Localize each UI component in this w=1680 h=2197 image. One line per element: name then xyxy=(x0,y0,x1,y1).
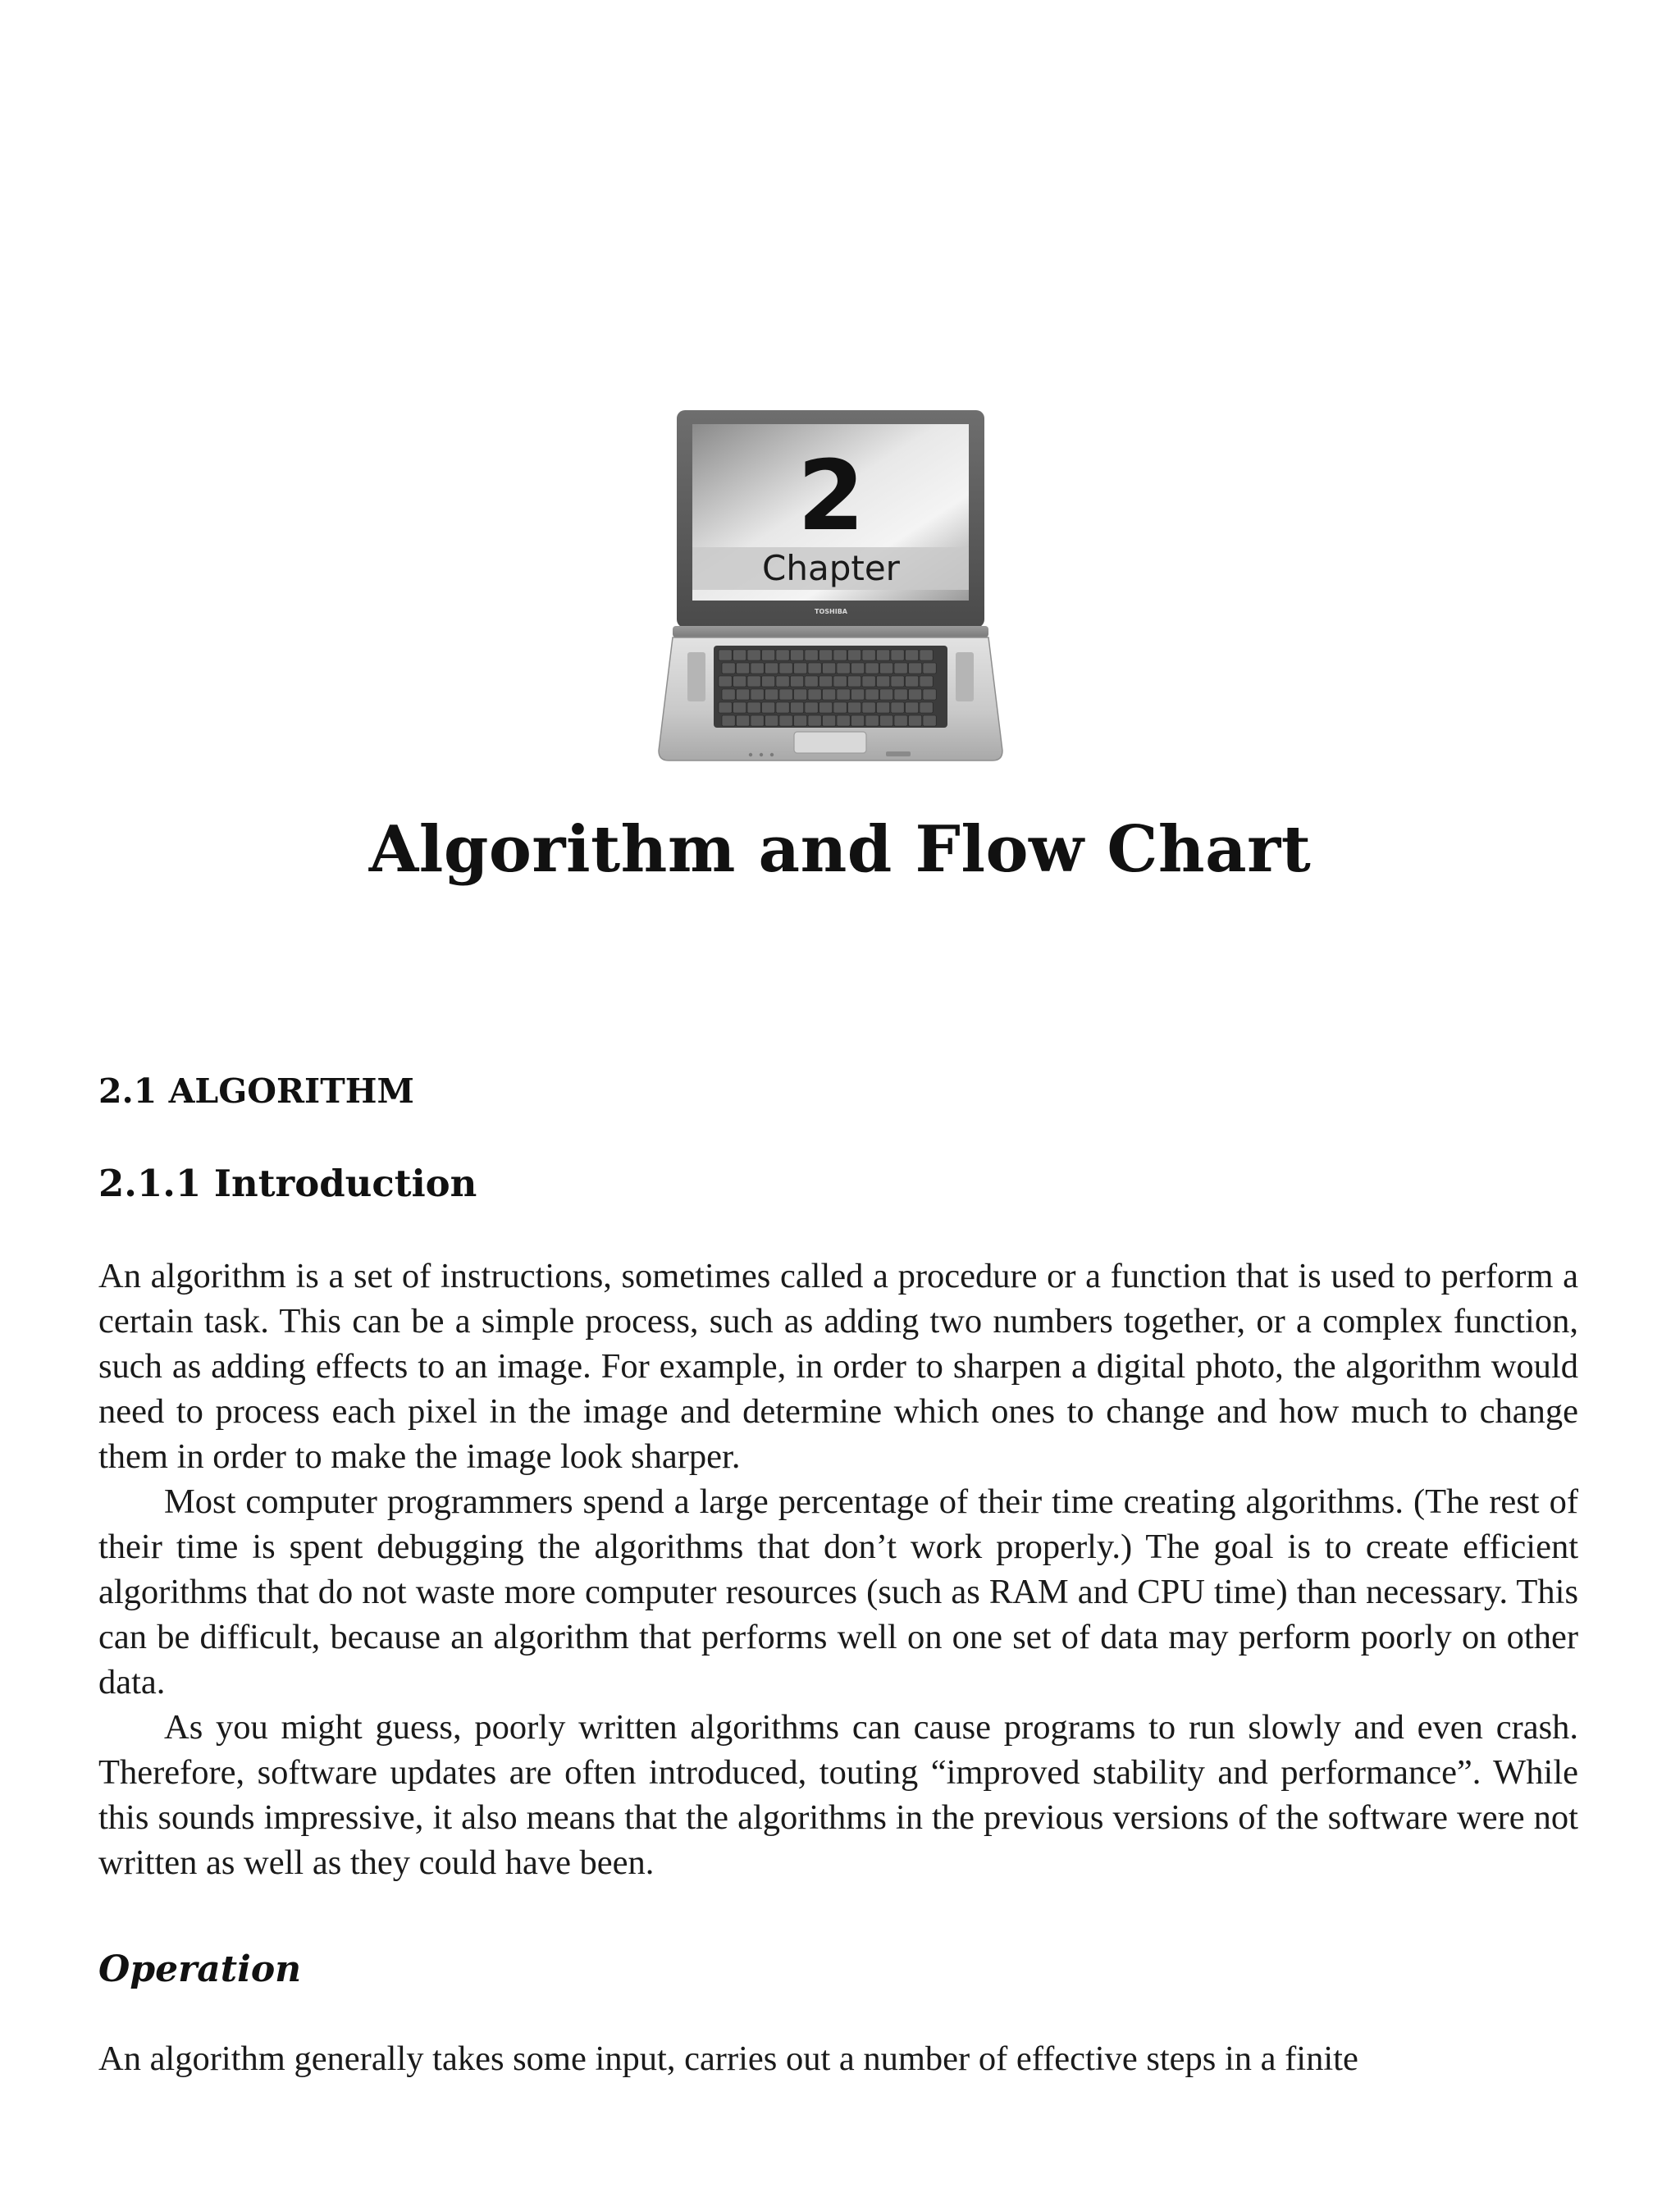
keyboard-key xyxy=(819,702,833,713)
left-speaker xyxy=(687,652,705,701)
keyboard-key xyxy=(909,663,922,674)
keyboard-key xyxy=(819,676,833,687)
keyboard-key xyxy=(765,689,778,700)
subsection-heading: 2.1.1 Introduction xyxy=(98,1162,477,1205)
keyboard-key xyxy=(891,702,904,713)
keyboard-key xyxy=(865,663,879,674)
right-speaker xyxy=(956,652,974,701)
keyboard-key xyxy=(851,715,865,726)
keyboard-key xyxy=(906,650,919,660)
keyboard-key xyxy=(779,715,792,726)
keyboard-key xyxy=(823,715,836,726)
keyboard-key xyxy=(791,676,804,687)
keyboard-key xyxy=(794,663,807,674)
keyboard-key xyxy=(865,715,879,726)
keyboard-key xyxy=(894,689,907,700)
keyboard-key xyxy=(751,663,764,674)
keyboard-key xyxy=(891,676,904,687)
keyboard-key xyxy=(737,689,750,700)
keyboard-key xyxy=(737,663,750,674)
keyboard-key xyxy=(747,676,760,687)
keyboard-key xyxy=(805,650,818,660)
keyboard-key xyxy=(923,715,936,726)
keyboard-key xyxy=(805,702,818,713)
keyboard-key xyxy=(920,676,933,687)
keyboard-key xyxy=(808,663,821,674)
keyboard-key xyxy=(747,702,760,713)
keyboard-key xyxy=(906,702,919,713)
keyboard-key xyxy=(765,715,778,726)
keyboard-key xyxy=(779,663,792,674)
keyboard-key xyxy=(894,663,907,674)
keyboard-key xyxy=(719,676,732,687)
keyboard-key xyxy=(837,715,850,726)
keyboard-key xyxy=(833,650,847,660)
operation-heading: Operation xyxy=(98,1948,302,1990)
keyboard-key xyxy=(906,676,919,687)
chapter-label: Chapter xyxy=(762,548,900,588)
keyboard-key xyxy=(833,676,847,687)
chapter-number: 2 xyxy=(797,439,865,552)
keyboard-key xyxy=(920,650,933,660)
keyboard-key xyxy=(722,715,735,726)
keyboard-key xyxy=(877,702,890,713)
keyboard-key xyxy=(862,676,875,687)
laptop-hinge xyxy=(673,626,988,637)
keyboard-key xyxy=(794,689,807,700)
paragraph: An algorithm generally takes some input, carries out a number of effective steps in a finite xyxy=(98,2039,1358,2078)
keyboard-key xyxy=(779,689,792,700)
paragraph: An algorithm is a set of instructions, sometimes called a procedure or a function that is used to perform a certain task. This can be a simple process, such as adding two numbers together, or a complex function, such as adding effects to an image. For example, in order to sharpen a digital photo, the algorithm would need to process each pixel in the image and determine which ones to change and how much to change them in order to make the image look sharper. xyxy=(98,1257,1578,1476)
keyboard-key xyxy=(776,676,789,687)
keyboard-key xyxy=(719,650,732,660)
keyboard-key xyxy=(733,650,746,660)
keyboard-key xyxy=(851,689,865,700)
touchpad xyxy=(794,732,866,753)
keyboard-key xyxy=(909,715,922,726)
keyboard-key xyxy=(808,715,821,726)
keyboard-key xyxy=(880,715,893,726)
paragraph: As you might guess, poorly written algorithms can cause programs to run slowly and even crash. Therefore, software updates are often introduced, touting “improved stability and performance”. While this sounds impressive, it also means that the algorithms in the previous versions of the software were not written as well as they could have been. xyxy=(98,1708,1578,1882)
keyboard-key xyxy=(848,676,861,687)
keyboard-key xyxy=(733,676,746,687)
introduction-text xyxy=(98,1254,1578,1885)
keyboard-key xyxy=(791,650,804,660)
keyboard-key xyxy=(765,663,778,674)
keyboard-key xyxy=(833,702,847,713)
keyboard-key xyxy=(848,702,861,713)
keyboard-key xyxy=(848,650,861,660)
keyboard-key xyxy=(762,650,775,660)
keyboard-key xyxy=(762,702,775,713)
keyboard-key xyxy=(719,702,732,713)
keyboard-key xyxy=(819,650,833,660)
keyboard-key xyxy=(805,676,818,687)
keyboard-key xyxy=(894,715,907,726)
keyboard-key xyxy=(776,702,789,713)
keyboard-key xyxy=(877,676,890,687)
keyboard-key xyxy=(865,689,879,700)
keyboard-key xyxy=(794,715,807,726)
keyboard-key xyxy=(862,702,875,713)
paragraph: Most computer programmers spend a large percentage of their time creating algorithms. (The rest of their time is spent debugging the algorithms that don’t work properly.) The goal is to create efficient algorithms that do not waste more computer resources (such as RAM and CPU time) than necessary. This can be difficult, because an algorithm that performs well on one set of data may perform poorly on other data. xyxy=(98,1482,1578,1701)
keyboard-key xyxy=(923,663,936,674)
keyboard-key xyxy=(762,676,775,687)
keyboard-key xyxy=(920,702,933,713)
keyboard-key xyxy=(747,650,760,660)
keyboard-key xyxy=(880,663,893,674)
brand-logo: TOSHIBA xyxy=(815,608,847,615)
keyboard-key xyxy=(891,650,904,660)
keyboard-key xyxy=(737,715,750,726)
keyboard-key xyxy=(837,663,850,674)
keyboard-key xyxy=(823,689,836,700)
keyboard-key xyxy=(923,689,936,700)
keyboard-key xyxy=(862,650,875,660)
keyboard-key xyxy=(909,689,922,700)
keyboard-key xyxy=(751,689,764,700)
keyboard-key xyxy=(722,689,735,700)
keyboard-key xyxy=(733,702,746,713)
keyboard-key xyxy=(877,650,890,660)
keyboard-key xyxy=(823,663,836,674)
keyboard-key xyxy=(880,689,893,700)
keyboard-key xyxy=(837,689,850,700)
keyboard-key xyxy=(722,663,735,674)
operation-text xyxy=(98,2036,1578,2081)
keyboard-key xyxy=(776,650,789,660)
keyboard-key xyxy=(751,715,764,726)
keyboard-key xyxy=(808,689,821,700)
laptop-chapter-illustration xyxy=(656,406,1017,771)
keyboard-key xyxy=(791,702,804,713)
section-heading: 2.1 ALGORITHM xyxy=(98,1071,414,1111)
chapter-title: Algorithm and Flow Chart xyxy=(368,812,1312,887)
keyboard-key xyxy=(851,663,865,674)
